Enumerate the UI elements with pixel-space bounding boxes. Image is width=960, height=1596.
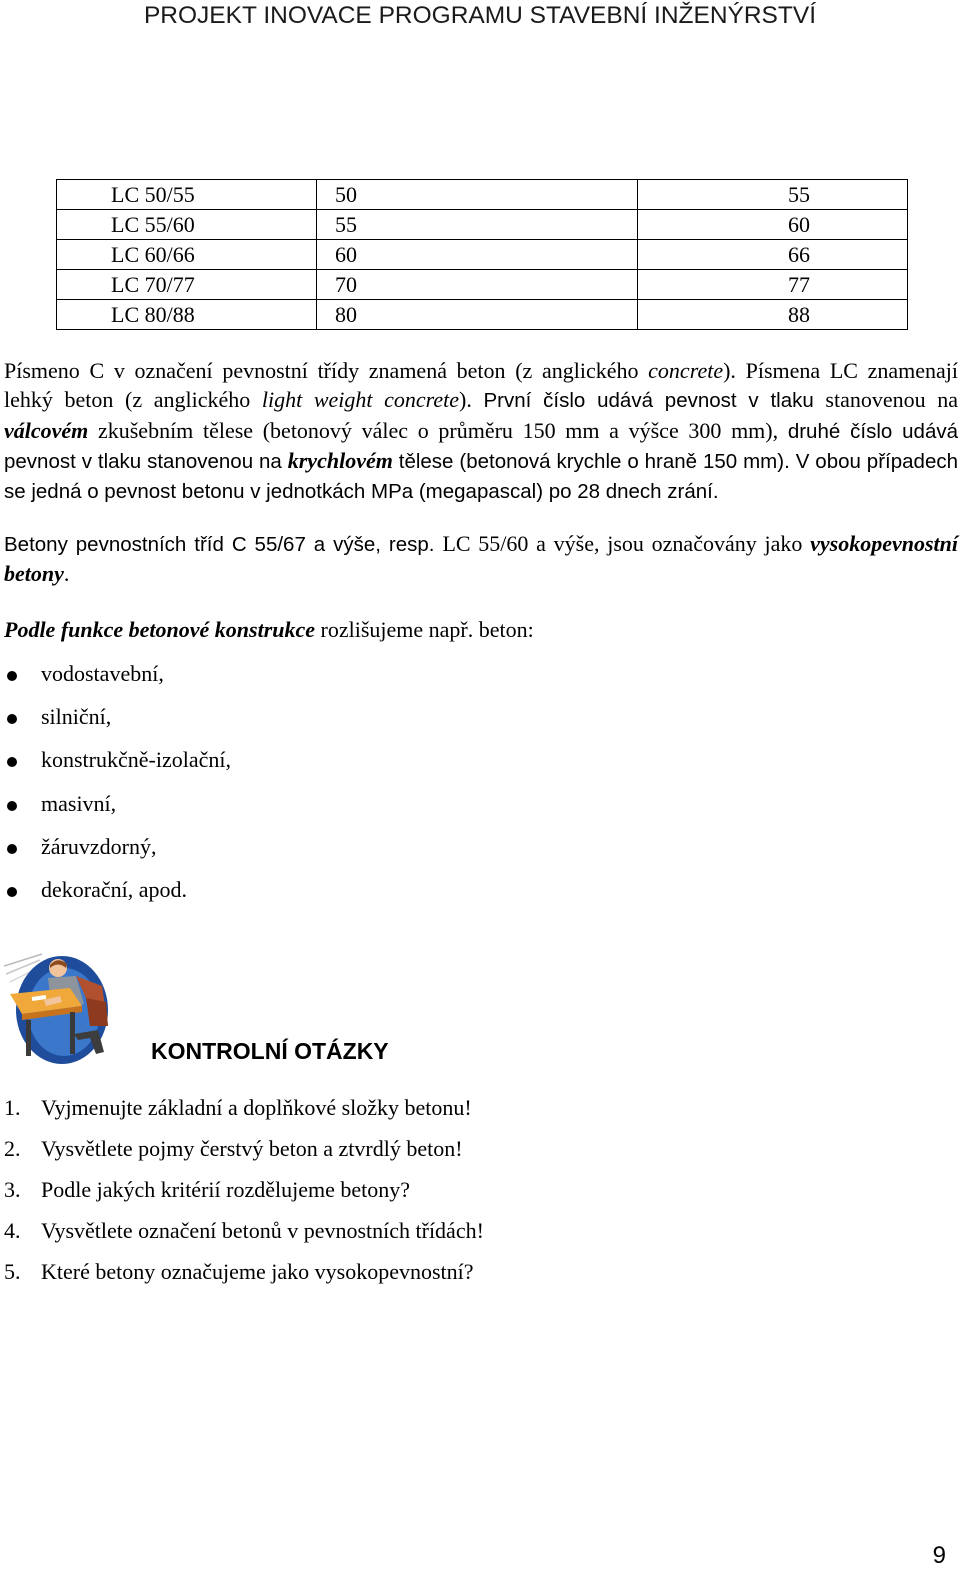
table-cell: 50	[317, 180, 638, 210]
question-item	[0, 1254, 484, 1295]
text-span: Podle funkce betonové konstrukce	[4, 617, 316, 642]
text-span: Písmeno C v označení pevnostní třídy znamená beton (z anglického	[4, 358, 649, 383]
review-questions-list	[0, 1090, 484, 1295]
question-number: 5.	[4, 1259, 21, 1284]
question-text: Vyjmenujte základní a doplňkové složky betonu!	[41, 1095, 472, 1120]
question-item	[0, 1090, 484, 1131]
question-number: 3.	[4, 1177, 21, 1202]
question-item	[0, 1131, 484, 1172]
text-span: stanovenou na	[813, 387, 958, 413]
text-span: ). Písmena LC znamenají lehký beton (z anglického	[4, 358, 959, 413]
text-span: Betony pevnostních tříd C 55/67 a výše, resp.	[4, 533, 443, 556]
table-row	[57, 210, 908, 240]
table-cell: 60	[317, 240, 638, 270]
question-number: 1.	[4, 1095, 21, 1120]
list-item: konstrukčně-izolační,	[0, 740, 231, 783]
question-number: 4.	[4, 1218, 21, 1243]
list-item: silniční,	[0, 697, 231, 740]
question-item	[0, 1172, 484, 1213]
high-strength-paragraph	[4, 529, 958, 589]
text-span: ).	[459, 387, 484, 413]
text-span: tělese (betonová krychle o hraně 150 mm). V obou případech se jedná o pevnost betonu v jednotkách MPa (megapascal) po 28 dnech zrání.	[4, 449, 958, 504]
list-item: vodostavební,	[0, 654, 231, 697]
table-row	[57, 240, 908, 270]
text-span: .	[63, 561, 70, 587]
table-cell: 80	[317, 300, 638, 330]
text-span: concrete	[648, 358, 724, 383]
text-span: krychlovém	[287, 447, 393, 473]
question-number: 2.	[4, 1136, 21, 1161]
table-cell: LC 60/66	[57, 240, 317, 270]
table-cell: 55	[317, 210, 638, 240]
table-cell: LC 70/77	[57, 270, 317, 300]
table-cell: 88	[638, 300, 908, 330]
text-span: rozlišujeme např. beton:	[315, 617, 534, 642]
table-row	[57, 180, 908, 210]
table-cell: 77	[638, 270, 908, 300]
review-questions-heading: KONTROLNÍ OTÁZKY	[151, 1038, 389, 1064]
concrete-function-list	[0, 654, 231, 913]
table-cell: 66	[638, 240, 908, 270]
strength-class-table	[56, 179, 908, 330]
table-cell: LC 55/60	[57, 210, 317, 240]
list-item: dekorační, apod.	[0, 870, 231, 913]
function-intro-paragraph	[4, 615, 958, 644]
list-item: žáruvzdorný,	[0, 827, 231, 870]
person-writing-at-desk-illustration	[4, 952, 116, 1070]
table-cell: LC 80/88	[57, 300, 317, 330]
question-text: Které betony označujeme jako vysokopevnostní?	[41, 1259, 474, 1284]
question-text: Podle jakých kritérií rozdělujeme betony?	[41, 1177, 410, 1202]
table-cell: 55	[638, 180, 908, 210]
page-header-title: PROJEKT INOVACE PROGRAMU STAVEBNÍ INŽENÝRSTVÍ	[143, 2, 817, 29]
text-span: První číslo udává pevnost v tlaku	[483, 389, 814, 413]
table-row	[57, 300, 908, 330]
text-span: zkušebním tělese (betonový válec o průměru 150 mm a výšce 300 mm),	[88, 417, 788, 443]
table-cell: LC 50/55	[57, 180, 317, 210]
list-item: masivní,	[0, 784, 231, 827]
strength-class-explanation-paragraph	[4, 356, 958, 506]
table-cell: 60	[638, 210, 908, 240]
question-item	[0, 1213, 484, 1254]
text-span: LC 55/60 a výše, jsou označovány jako	[442, 531, 811, 556]
text-span: light weight concrete	[261, 387, 460, 413]
page-number: 9	[932, 1542, 946, 1569]
table-row	[57, 270, 908, 300]
question-text: Vysvětlete pojmy čerstvý beton a ztvrdlý beton!	[41, 1136, 463, 1161]
text-span: vysokopevnostní betony	[4, 531, 958, 587]
question-text: Vysvětlete označení betonů v pevnostních třídách!	[41, 1218, 484, 1243]
text-span: druhé číslo udává pevnost v tlaku stanovenou na	[4, 419, 959, 473]
table-cell: 70	[317, 270, 638, 300]
text-span: válcovém	[4, 417, 89, 443]
